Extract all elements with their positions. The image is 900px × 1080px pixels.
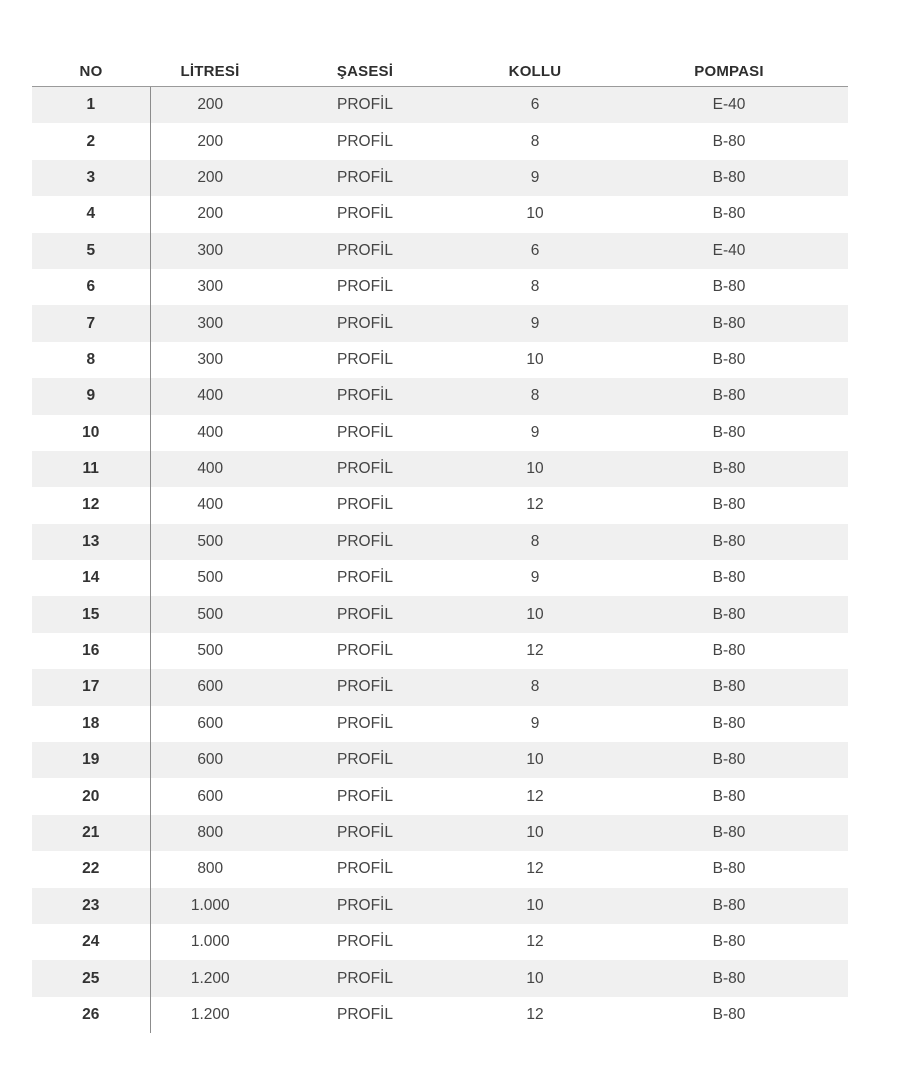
- kollu-cell: 10: [460, 596, 610, 632]
- table-row: [32, 778, 848, 814]
- pompasi-cell: B-80: [610, 960, 848, 996]
- table-row: [32, 560, 848, 596]
- kollu-cell: 12: [460, 487, 610, 523]
- table-row: [32, 669, 848, 705]
- sasesi-cell: PROFİL: [270, 669, 460, 705]
- sasesi-cell: PROFİL: [270, 342, 460, 378]
- no-cell: 10: [32, 415, 150, 451]
- pompasi-cell: B-80: [610, 924, 848, 960]
- litresi-cell: 1.200: [150, 960, 270, 996]
- sasesi-cell: PROFİL: [270, 633, 460, 669]
- no-cell: 4: [32, 196, 150, 232]
- sasesi-cell: PROFİL: [270, 924, 460, 960]
- pompasi-cell: B-80: [610, 778, 848, 814]
- sasesi-cell: PROFİL: [270, 888, 460, 924]
- sasesi-cell: PROFİL: [270, 415, 460, 451]
- litresi-cell: 600: [150, 778, 270, 814]
- no-cell: 13: [32, 524, 150, 560]
- sasesi-cell: PROFİL: [270, 378, 460, 414]
- pompasi-cell: B-80: [610, 560, 848, 596]
- table-row: [32, 633, 848, 669]
- no-cell: 24: [32, 924, 150, 960]
- litresi-cell: 600: [150, 669, 270, 705]
- pompasi-cell: B-80: [610, 451, 848, 487]
- pompasi-cell: B-80: [610, 487, 848, 523]
- table-row: [32, 196, 848, 232]
- kollu-cell: 8: [460, 378, 610, 414]
- pompasi-cell: B-80: [610, 415, 848, 451]
- pompasi-cell: B-80: [610, 742, 848, 778]
- kollu-cell: 8: [460, 269, 610, 305]
- litresi-cell: 400: [150, 451, 270, 487]
- sasesi-cell: PROFİL: [270, 487, 460, 523]
- header-sasesi: ŞASESİ: [270, 56, 460, 87]
- sasesi-cell: PROFİL: [270, 451, 460, 487]
- kollu-cell: 8: [460, 669, 610, 705]
- kollu-cell: 12: [460, 997, 610, 1033]
- spec-table-container: [32, 56, 848, 1033]
- kollu-cell: 9: [460, 415, 610, 451]
- header-pompasi: POMPASI: [610, 56, 848, 87]
- sasesi-cell: PROFİL: [270, 960, 460, 996]
- no-cell: 6: [32, 269, 150, 305]
- no-cell: 18: [32, 706, 150, 742]
- litresi-cell: 500: [150, 596, 270, 632]
- litresi-cell: 200: [150, 160, 270, 196]
- table-row: [32, 851, 848, 887]
- table-row: [32, 160, 848, 196]
- no-cell: 2: [32, 123, 150, 159]
- pompasi-cell: B-80: [610, 269, 848, 305]
- no-cell: 9: [32, 378, 150, 414]
- kollu-cell: 9: [460, 560, 610, 596]
- pompasi-cell: B-80: [610, 815, 848, 851]
- table-row: [32, 87, 848, 124]
- sasesi-cell: PROFİL: [270, 596, 460, 632]
- litresi-cell: 500: [150, 560, 270, 596]
- no-cell: 25: [32, 960, 150, 996]
- table-row: [32, 524, 848, 560]
- no-cell: 20: [32, 778, 150, 814]
- no-cell: 19: [32, 742, 150, 778]
- sasesi-cell: PROFİL: [270, 997, 460, 1033]
- header-litresi: LİTRESİ: [150, 56, 270, 87]
- header-no: NO: [32, 56, 150, 87]
- kollu-cell: 6: [460, 233, 610, 269]
- spec-table: [32, 56, 848, 1033]
- litresi-cell: 800: [150, 815, 270, 851]
- kollu-cell: 6: [460, 87, 610, 124]
- table-row: [32, 487, 848, 523]
- sasesi-cell: PROFİL: [270, 233, 460, 269]
- kollu-cell: 10: [460, 888, 610, 924]
- table-row: [32, 960, 848, 996]
- table-row: [32, 415, 848, 451]
- litresi-cell: 500: [150, 524, 270, 560]
- pompasi-cell: B-80: [610, 669, 848, 705]
- kollu-cell: 10: [460, 815, 610, 851]
- pompasi-cell: B-80: [610, 342, 848, 378]
- sasesi-cell: PROFİL: [270, 742, 460, 778]
- sasesi-cell: PROFİL: [270, 160, 460, 196]
- sasesi-cell: PROFİL: [270, 305, 460, 341]
- table-row: [32, 269, 848, 305]
- table-header: [32, 56, 848, 87]
- pompasi-cell: B-80: [610, 196, 848, 232]
- no-cell: 8: [32, 342, 150, 378]
- litresi-cell: 1.000: [150, 924, 270, 960]
- table-row: [32, 706, 848, 742]
- table-row: [32, 742, 848, 778]
- pompasi-cell: B-80: [610, 706, 848, 742]
- pompasi-cell: B-80: [610, 378, 848, 414]
- header-kollu: KOLLU: [460, 56, 610, 87]
- sasesi-cell: PROFİL: [270, 524, 460, 560]
- table-row: [32, 888, 848, 924]
- kollu-cell: 10: [460, 742, 610, 778]
- no-cell: 11: [32, 451, 150, 487]
- table-row: [32, 815, 848, 851]
- litresi-cell: 500: [150, 633, 270, 669]
- sasesi-cell: PROFİL: [270, 196, 460, 232]
- kollu-cell: 12: [460, 633, 610, 669]
- sasesi-cell: PROFİL: [270, 87, 460, 124]
- kollu-cell: 10: [460, 960, 610, 996]
- table-row: [32, 451, 848, 487]
- litresi-cell: 300: [150, 233, 270, 269]
- pompasi-cell: B-80: [610, 888, 848, 924]
- table-row: [32, 305, 848, 341]
- litresi-cell: 300: [150, 269, 270, 305]
- litresi-cell: 400: [150, 378, 270, 414]
- no-cell: 15: [32, 596, 150, 632]
- kollu-cell: 12: [460, 851, 610, 887]
- pompasi-cell: B-80: [610, 524, 848, 560]
- litresi-cell: 200: [150, 123, 270, 159]
- table-row: [32, 342, 848, 378]
- no-cell: 22: [32, 851, 150, 887]
- kollu-cell: 12: [460, 924, 610, 960]
- sasesi-cell: PROFİL: [270, 560, 460, 596]
- pompasi-cell: B-80: [610, 160, 848, 196]
- header-row: [32, 56, 848, 87]
- table-row: [32, 233, 848, 269]
- sasesi-cell: PROFİL: [270, 123, 460, 159]
- no-cell: 12: [32, 487, 150, 523]
- kollu-cell: 10: [460, 342, 610, 378]
- pompasi-cell: B-80: [610, 596, 848, 632]
- litresi-cell: 1.000: [150, 888, 270, 924]
- no-cell: 1: [32, 87, 150, 124]
- pompasi-cell: B-80: [610, 997, 848, 1033]
- litresi-cell: 300: [150, 305, 270, 341]
- kollu-cell: 10: [460, 451, 610, 487]
- litresi-cell: 200: [150, 87, 270, 124]
- pompasi-cell: B-80: [610, 305, 848, 341]
- no-cell: 7: [32, 305, 150, 341]
- pompasi-cell: E-40: [610, 87, 848, 124]
- kollu-cell: 8: [460, 123, 610, 159]
- no-cell: 5: [32, 233, 150, 269]
- no-cell: 23: [32, 888, 150, 924]
- litresi-cell: 600: [150, 742, 270, 778]
- no-cell: 3: [32, 160, 150, 196]
- pompasi-cell: B-80: [610, 633, 848, 669]
- no-cell: 26: [32, 997, 150, 1033]
- no-cell: 14: [32, 560, 150, 596]
- table-row: [32, 924, 848, 960]
- kollu-cell: 12: [460, 778, 610, 814]
- litresi-cell: 1.200: [150, 997, 270, 1033]
- litresi-cell: 800: [150, 851, 270, 887]
- table-row: [32, 123, 848, 159]
- litresi-cell: 300: [150, 342, 270, 378]
- sasesi-cell: PROFİL: [270, 706, 460, 742]
- sasesi-cell: PROFİL: [270, 815, 460, 851]
- litresi-cell: 600: [150, 706, 270, 742]
- table-row: [32, 378, 848, 414]
- sasesi-cell: PROFİL: [270, 269, 460, 305]
- no-cell: 17: [32, 669, 150, 705]
- sasesi-cell: PROFİL: [270, 851, 460, 887]
- no-cell: 16: [32, 633, 150, 669]
- kollu-cell: 8: [460, 524, 610, 560]
- no-cell: 21: [32, 815, 150, 851]
- sasesi-cell: PROFİL: [270, 778, 460, 814]
- kollu-cell: 9: [460, 706, 610, 742]
- pompasi-cell: E-40: [610, 233, 848, 269]
- table-body: [32, 87, 848, 1034]
- table-row: [32, 596, 848, 632]
- litresi-cell: 400: [150, 415, 270, 451]
- litresi-cell: 400: [150, 487, 270, 523]
- pompasi-cell: B-80: [610, 851, 848, 887]
- litresi-cell: 200: [150, 196, 270, 232]
- kollu-cell: 9: [460, 160, 610, 196]
- pompasi-cell: B-80: [610, 123, 848, 159]
- table-row: [32, 997, 848, 1033]
- kollu-cell: 9: [460, 305, 610, 341]
- kollu-cell: 10: [460, 196, 610, 232]
